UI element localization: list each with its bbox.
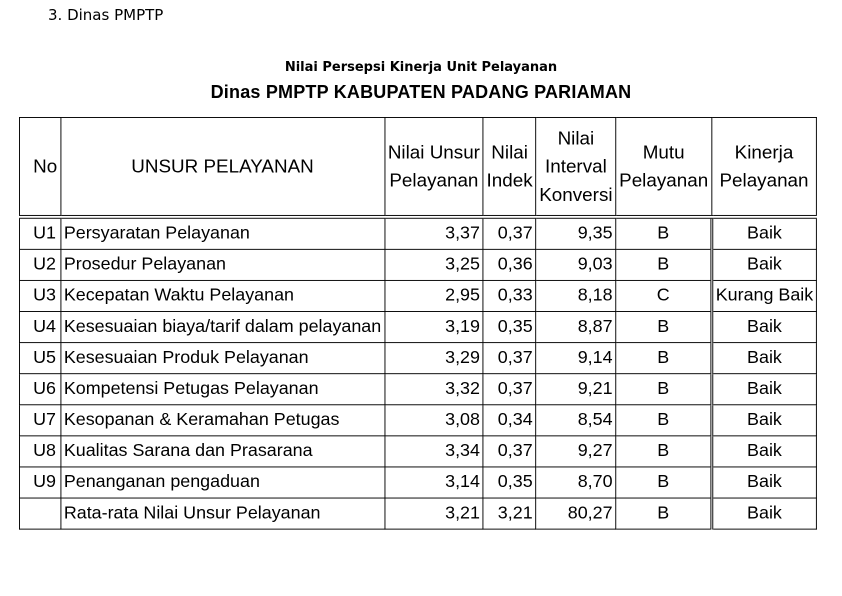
cell-mutu: B [616, 436, 712, 467]
col-header-unsur: UNSUR PELAYANAN [61, 117, 385, 216]
summary-no [19, 498, 60, 529]
col-header-kinerja-line2: Pelayanan [719, 170, 809, 191]
cell-interval: 9,35 [536, 217, 616, 249]
cell-indek: 0,35 [483, 312, 536, 343]
cell-interval: 8,87 [536, 312, 616, 343]
header-row [19, 117, 816, 216]
cell-no: U3 [19, 280, 60, 311]
cell-no: U9 [19, 467, 60, 498]
cell-unsur: Kesopanan & Keramahan Petugas [61, 405, 385, 436]
cell-nilai-unsur: 3,34 [385, 436, 484, 467]
col-header-nilai-indek-line2: Indek [486, 170, 533, 191]
table-title: Dinas PMPTP KABUPATEN PADANG PARIAMAN [210, 82, 632, 102]
cell-indek: 0,37 [483, 343, 536, 374]
cell-indek: 0,34 [483, 405, 536, 436]
col-header-no: No [19, 117, 60, 216]
summary-kinerja: Baik [711, 498, 816, 529]
table-row [19, 312, 816, 343]
cell-indek: 0,37 [483, 436, 536, 467]
cell-unsur: Kualitas Sarana dan Prasarana [61, 436, 385, 467]
cell-nilai-unsur: 3,19 [385, 312, 484, 343]
table-row [19, 249, 816, 280]
cell-unsur: Kompetensi Petugas Pelayanan [61, 374, 385, 405]
cell-interval: 8,18 [536, 280, 616, 311]
cell-kinerja: Baik [711, 343, 816, 374]
cell-nilai-unsur: 3,29 [385, 343, 484, 374]
cell-mutu: C [616, 280, 712, 311]
cell-mutu: B [616, 343, 712, 374]
col-header-mutu-line2: Pelayanan [619, 170, 709, 191]
table-row [19, 467, 816, 498]
summary-nilai-unsur: 3,21 [385, 498, 484, 529]
cell-interval: 9,14 [536, 343, 616, 374]
cell-mutu: B [616, 312, 712, 343]
cell-unsur: Kesesuaian biaya/tarif dalam pelayanan [61, 312, 385, 343]
cell-nilai-unsur: 3,25 [385, 249, 484, 280]
cell-no: U5 [19, 343, 60, 374]
table-row [19, 405, 816, 436]
cell-no: U4 [19, 312, 60, 343]
cell-interval: 9,21 [536, 374, 616, 405]
summary-indek: 3,21 [483, 498, 536, 529]
col-header-kinerja-line1: Kinerja [734, 141, 794, 163]
cell-kinerja: Baik [711, 312, 816, 343]
table-subtitle: Nilai Persepsi Kinerja Unit Pelayanan [284, 60, 558, 75]
col-header-nilai-interval-line1: Nilai [557, 127, 595, 149]
cell-indek: 0,37 [483, 217, 536, 249]
cell-kinerja: Kurang Baik [711, 280, 816, 311]
col-header-mutu-line1: Mutu [642, 141, 685, 163]
cell-nilai-unsur: 3,32 [385, 374, 484, 405]
col-header-nilai-unsur [385, 117, 484, 216]
cell-unsur: Penanganan pengaduan [61, 467, 385, 498]
cell-interval: 9,03 [536, 249, 616, 280]
table-row [19, 436, 816, 467]
col-header-nilai-interval [536, 117, 616, 216]
cell-kinerja: Baik [711, 249, 816, 280]
cell-unsur: Persyaratan Pelayanan [61, 217, 385, 249]
cell-nilai-unsur: 3,14 [385, 467, 484, 498]
table-row [19, 343, 816, 374]
col-header-nilai-unsur-line1: Nilai Unsur [387, 141, 480, 163]
col-header-nilai-unsur-line2: Pelayanan [389, 170, 479, 191]
table-row [19, 217, 816, 249]
cell-indek: 0,37 [483, 374, 536, 405]
table-row [19, 374, 816, 405]
performance-table [19, 117, 817, 530]
table-row [19, 280, 816, 311]
cell-mutu: B [616, 249, 712, 280]
cell-interval: 8,70 [536, 467, 616, 498]
cell-mutu: B [616, 217, 712, 249]
col-header-mutu [616, 117, 712, 216]
cell-mutu: B [616, 405, 712, 436]
cell-no: U8 [19, 436, 60, 467]
cell-no: U7 [19, 405, 60, 436]
cell-nilai-unsur: 2,95 [385, 280, 484, 311]
cell-kinerja: Baik [711, 374, 816, 405]
cell-kinerja: Baik [711, 217, 816, 249]
cell-interval: 9,27 [536, 436, 616, 467]
cell-unsur: Prosedur Pelayanan [61, 249, 385, 280]
cell-nilai-unsur: 3,08 [385, 405, 484, 436]
cell-interval: 8,54 [536, 405, 616, 436]
col-header-nilai-indek [483, 117, 536, 216]
summary-interval: 80,27 [536, 498, 616, 529]
cell-mutu: B [616, 467, 712, 498]
cell-no: U2 [19, 249, 60, 280]
cell-indek: 0,36 [483, 249, 536, 280]
col-header-nilai-interval-line3: Konversi [539, 184, 613, 206]
cell-indek: 0,35 [483, 467, 536, 498]
cell-kinerja: Baik [711, 405, 816, 436]
summary-row [19, 498, 816, 529]
section-heading: 3. Dinas PMPTP [48, 6, 164, 24]
cell-mutu: B [616, 374, 712, 405]
col-header-nilai-interval-line2: Interval [544, 156, 607, 177]
cell-indek: 0,33 [483, 280, 536, 311]
cell-no: U6 [19, 374, 60, 405]
cell-nilai-unsur: 3,37 [385, 217, 484, 249]
cell-no: U1 [19, 217, 60, 249]
summary-label: Rata-rata Nilai Unsur Pelayanan [61, 498, 385, 529]
cell-unsur: Kecepatan Waktu Pelayanan [61, 280, 385, 311]
cell-kinerja: Baik [711, 436, 816, 467]
cell-kinerja: Baik [711, 467, 816, 498]
summary-mutu: B [616, 498, 712, 529]
col-header-nilai-indek-line1: Nilai [491, 141, 528, 163]
cell-unsur: Kesesuaian Produk Pelayanan [61, 343, 385, 374]
col-header-kinerja [711, 117, 816, 216]
